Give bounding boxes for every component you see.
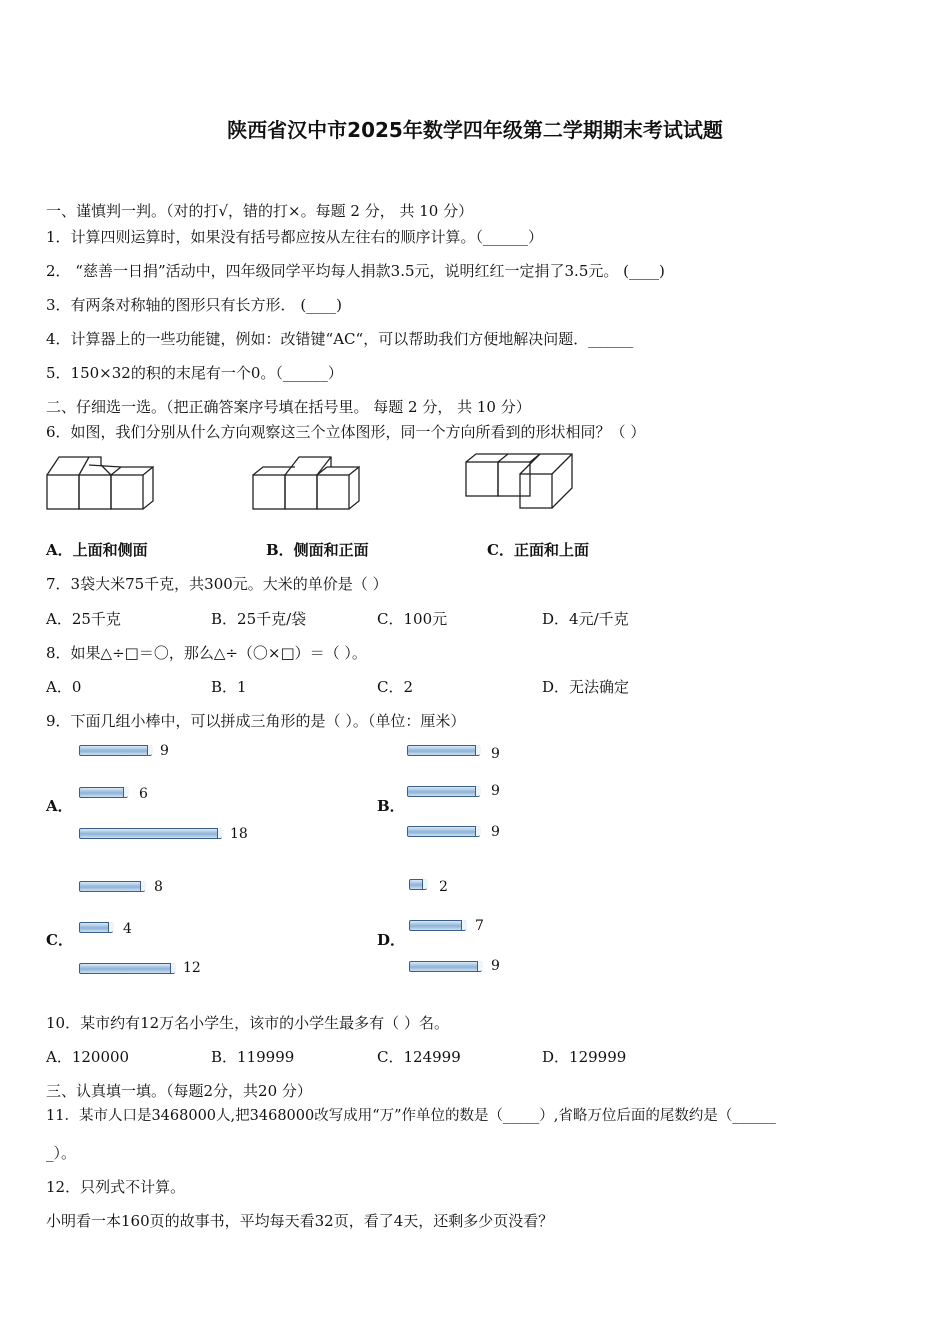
question-10: 10．某市约有12万名小学生，该市的小学生最多有（ ）名。 — [46, 1014, 449, 1032]
stick-length: 9 — [491, 746, 500, 762]
section3-heading: 三、认真填一填。（每题2分，共20 分） — [46, 1082, 312, 1100]
q8-option-b[interactable]: B．1 — [211, 678, 247, 696]
stick-length: 2 — [439, 879, 448, 895]
q9-option-c[interactable]: C． — [46, 931, 73, 949]
q9-option-a[interactable]: A． — [46, 797, 73, 815]
stick-length: 9 — [491, 824, 500, 840]
q10-option-c[interactable]: C．124999 — [377, 1048, 461, 1066]
q10-option-a[interactable]: A．120000 — [46, 1048, 130, 1066]
q6-option-a[interactable]: A．上面和侧面 — [46, 541, 148, 559]
q7-option-c[interactable]: C．100元 — [377, 610, 448, 628]
q8-option-a[interactable]: A．0 — [46, 678, 82, 696]
question-11-continued: _）。 — [46, 1144, 77, 1162]
stick — [79, 922, 113, 933]
stick-length: 9 — [491, 783, 500, 799]
question-5: 5．150×32的积的末尾有一个0。（______） — [46, 364, 343, 382]
stick — [407, 826, 480, 837]
q8-option-c[interactable]: C．2 — [377, 678, 414, 696]
question-1: 1．计算四则运算时，如果没有括号都应按从左往右的顺序计算。（______） — [46, 228, 544, 246]
q6-option-c[interactable]: C．正面和上面 — [487, 541, 589, 559]
section1-heading: 一、谨慎判一判。（对的打√，错的打×。每题 2 分， 共 10 分） — [46, 202, 474, 220]
question-4: 4．计算器上的一些功能键，例如：改错键“AC“，可以帮助我们方便地解决问题．______ — [46, 330, 634, 348]
cube-figure-2 — [251, 455, 363, 513]
page-title: 陕西省汉中市2025年数学四年级第二学期期末考试试题 — [227, 118, 723, 142]
stick-length: 7 — [475, 918, 484, 934]
question-11: 11．某市人口是3468000人,把3468000改写成用“万”作单位的数是（_____）,省略万位后面的尾数约是（______ — [46, 1108, 776, 1124]
stick — [79, 787, 128, 798]
stick-length: 9 — [160, 743, 169, 759]
q6-option-b[interactable]: B．侧面和正面 — [266, 541, 369, 559]
section2-heading: 二、仔细选一选。（把正确答案序号填在括号里。 每题 2 分， 共 10 分） — [46, 398, 531, 416]
q8-option-d[interactable]: D．无法确定 — [542, 678, 630, 696]
stick-length: 12 — [183, 960, 201, 976]
q7-option-d[interactable]: D．4元/千克 — [542, 610, 629, 628]
q7-option-b[interactable]: B．25千克/袋 — [211, 610, 307, 628]
question-8: 8．如果△÷□＝〇，那么△÷（〇×□）＝（ ）。 — [46, 644, 367, 662]
stick — [407, 745, 480, 756]
stick — [79, 828, 222, 839]
stick — [409, 920, 466, 931]
question-6: 6．如图，我们分别从什么方向观察这三个立体图形，同一个方向所看到的形状相同？（ ） — [46, 423, 646, 441]
question-2: 2． “慈善一日捐”活动中，四年级同学平均每人捐款3.5元，说明红红一定捐了3.5元。 (____) — [46, 262, 665, 280]
stick — [79, 963, 175, 974]
q9-option-d[interactable]: D． — [377, 931, 406, 949]
q9-option-b[interactable]: B． — [377, 797, 405, 815]
stick — [409, 961, 482, 972]
question-12: 12．只列式不计算。 — [46, 1178, 186, 1196]
q7-option-a[interactable]: A．25千克 — [46, 610, 121, 628]
stick — [79, 881, 145, 892]
stick — [407, 786, 480, 797]
q10-option-b[interactable]: B．119999 — [211, 1048, 295, 1066]
stick — [409, 879, 427, 890]
stick-length: 8 — [154, 879, 163, 895]
stick-length: 4 — [123, 921, 132, 937]
stick-length: 9 — [491, 958, 500, 974]
question-7: 7．3袋大米75千克，共300元。大米的单价是（ ） — [46, 575, 388, 593]
q10-option-d[interactable]: D．129999 — [542, 1048, 627, 1066]
cube-figure-3 — [464, 450, 578, 512]
question-12-detail: 小明看一本160页的故事书，平均每天看32页，看了4天，还剩多少页没看？ — [46, 1212, 554, 1230]
question-9: 9．下面几组小棒中，可以拼成三角形的是（ ）。（单位：厘米） — [46, 712, 466, 730]
stick — [79, 745, 152, 756]
stick-length: 6 — [139, 786, 148, 802]
question-3: 3．有两条对称轴的图形只有长方形． (____) — [46, 296, 343, 314]
stick-length: 18 — [230, 826, 248, 842]
cube-figure-1 — [45, 455, 157, 513]
